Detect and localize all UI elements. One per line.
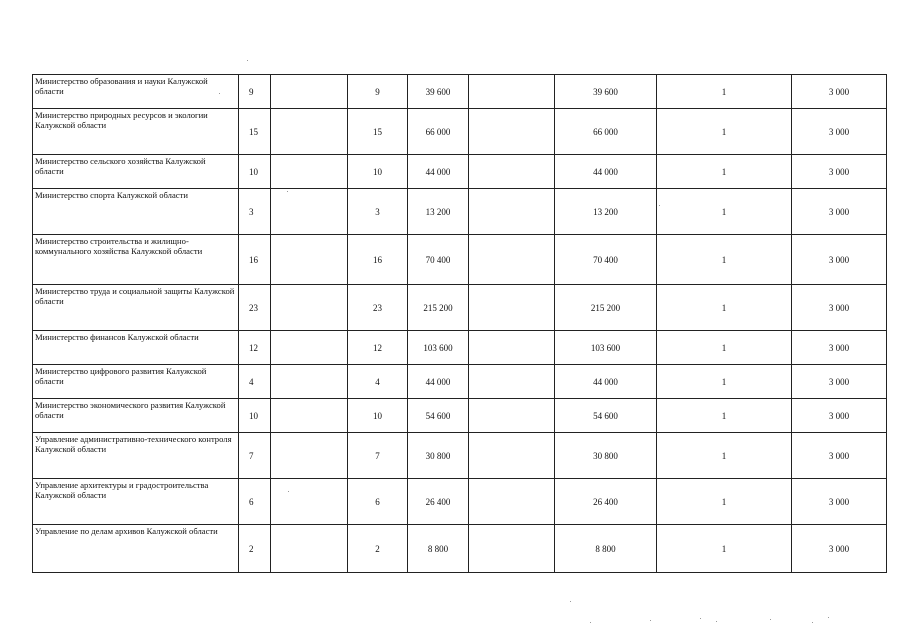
coefficient-cell: 1 <box>657 433 792 479</box>
count-cell: 3 <box>239 189 271 235</box>
amount-cell-2: 30 800 <box>555 433 657 479</box>
blank-cell <box>271 189 348 235</box>
blank-cell-2 <box>469 155 555 189</box>
amount-cell: 39 600 <box>408 75 469 109</box>
count-cell-2: 9 <box>348 75 408 109</box>
table-row <box>33 75 887 109</box>
coefficient-cell: 1 <box>657 235 792 285</box>
scan-speck <box>700 618 701 619</box>
rate-cell: 3 000 <box>792 331 887 365</box>
blank-cell <box>271 109 348 155</box>
amount-cell-2: 26 400 <box>555 479 657 525</box>
scan-speck <box>716 621 717 622</box>
table-row <box>33 525 887 573</box>
count-cell-2: 16 <box>348 235 408 285</box>
rate-cell: 3 000 <box>792 479 887 525</box>
amount-cell-2: 70 400 <box>555 235 657 285</box>
coefficient-cell: 1 <box>657 75 792 109</box>
count-cell: 4 <box>239 365 271 399</box>
blank-cell <box>271 331 348 365</box>
scan-speck <box>288 491 289 492</box>
count-cell-2: 23 <box>348 285 408 331</box>
blank-cell-2 <box>469 235 555 285</box>
count-cell: 15 <box>239 109 271 155</box>
row-name-cell: Министерство спорта Калужской области <box>33 189 239 235</box>
blank-cell <box>271 479 348 525</box>
blank-cell <box>271 433 348 479</box>
count-cell: 9 <box>239 75 271 109</box>
amount-cell-2: 44 000 <box>555 365 657 399</box>
blank-cell-2 <box>469 285 555 331</box>
count-cell-2: 7 <box>348 433 408 479</box>
coefficient-cell: 1 <box>657 479 792 525</box>
count-cell-2: 6 <box>348 479 408 525</box>
rate-cell: 3 000 <box>792 109 887 155</box>
blank-cell-2 <box>469 75 555 109</box>
row-name-cell: Министерство образования и науки Калужской области <box>33 75 239 109</box>
row-name-cell: Министерство финансов Калужской области <box>33 331 239 365</box>
amount-cell-2: 39 600 <box>555 75 657 109</box>
table-row <box>33 399 887 433</box>
amount-cell-2: 44 000 <box>555 155 657 189</box>
blank-cell-2 <box>469 331 555 365</box>
count-cell-2: 15 <box>348 109 408 155</box>
row-name-cell: Управление административно-технического контроля Калужской области <box>33 433 239 479</box>
row-name-cell: Министерство труда и социальной защиты Калужской области <box>33 285 239 331</box>
table-row <box>33 285 887 331</box>
row-name-cell: Министерство сельского хозяйства Калужской области <box>33 155 239 189</box>
count-cell-2: 4 <box>348 365 408 399</box>
count-cell-2: 3 <box>348 189 408 235</box>
row-name-cell: Управление по делам архивов Калужской области <box>33 525 239 573</box>
amount-cell: 30 800 <box>408 433 469 479</box>
table-row <box>33 331 887 365</box>
amount-cell: 26 400 <box>408 479 469 525</box>
scan-speck <box>219 93 220 94</box>
amount-cell: 103 600 <box>408 331 469 365</box>
table-row <box>33 155 887 189</box>
count-cell: 16 <box>239 235 271 285</box>
blank-cell-2 <box>469 525 555 573</box>
table-row <box>33 433 887 479</box>
rate-cell: 3 000 <box>792 399 887 433</box>
coefficient-cell: 1 <box>657 525 792 573</box>
table-row <box>33 189 887 235</box>
amount-cell: 70 400 <box>408 235 469 285</box>
blank-cell <box>271 235 348 285</box>
blank-cell-2 <box>469 479 555 525</box>
row-name-cell: Министерство цифрового развития Калужской области <box>33 365 239 399</box>
count-cell: 10 <box>239 399 271 433</box>
rate-cell: 3 000 <box>792 525 887 573</box>
rate-cell: 3 000 <box>792 75 887 109</box>
rate-cell: 3 000 <box>792 433 887 479</box>
amount-cell: 54 600 <box>408 399 469 433</box>
rate-cell: 3 000 <box>792 365 887 399</box>
row-name-cell: Министерство природных ресурсов и экологии Калужской области <box>33 109 239 155</box>
count-cell-2: 10 <box>348 155 408 189</box>
table-row <box>33 365 887 399</box>
blank-cell-2 <box>469 365 555 399</box>
blank-cell <box>271 285 348 331</box>
table-row <box>33 479 887 525</box>
row-name-cell: Министерство экономического развития Калужской области <box>33 399 239 433</box>
scan-speck <box>570 601 571 602</box>
blank-cell-2 <box>469 399 555 433</box>
table-row <box>33 235 887 285</box>
blank-cell <box>271 155 348 189</box>
scan-speck <box>828 617 829 618</box>
count-cell: 10 <box>239 155 271 189</box>
blank-cell-2 <box>469 109 555 155</box>
coefficient-cell: 1 <box>657 109 792 155</box>
scan-speck <box>287 191 288 192</box>
coefficient-cell: 1 <box>657 285 792 331</box>
rate-cell: 3 000 <box>792 235 887 285</box>
amount-cell-2: 66 000 <box>555 109 657 155</box>
coefficient-cell: 1 <box>657 155 792 189</box>
scan-speck <box>650 620 651 621</box>
blank-cell <box>271 75 348 109</box>
rate-cell: 3 000 <box>792 155 887 189</box>
blank-cell <box>271 525 348 573</box>
coefficient-cell: 1 <box>657 189 792 235</box>
amount-cell: 8 800 <box>408 525 469 573</box>
rate-cell: 3 000 <box>792 285 887 331</box>
scan-speck <box>659 205 660 206</box>
amount-cell-2: 103 600 <box>555 331 657 365</box>
amount-cell-2: 8 800 <box>555 525 657 573</box>
count-cell: 7 <box>239 433 271 479</box>
count-cell: 12 <box>239 331 271 365</box>
amount-cell: 44 000 <box>408 365 469 399</box>
scan-speck <box>812 622 813 623</box>
count-cell: 2 <box>239 525 271 573</box>
rate-cell: 3 000 <box>792 189 887 235</box>
amount-cell: 44 000 <box>408 155 469 189</box>
count-cell: 6 <box>239 479 271 525</box>
coefficient-cell: 1 <box>657 365 792 399</box>
budget-table <box>32 74 887 573</box>
amount-cell: 13 200 <box>408 189 469 235</box>
count-cell-2: 12 <box>348 331 408 365</box>
amount-cell: 215 200 <box>408 285 469 331</box>
row-name-cell: Управление архитектуры и градостроительства Калужской области <box>33 479 239 525</box>
blank-cell-2 <box>469 433 555 479</box>
amount-cell: 66 000 <box>408 109 469 155</box>
amount-cell-2: 13 200 <box>555 189 657 235</box>
scan-speck <box>770 619 771 620</box>
count-cell: 23 <box>239 285 271 331</box>
table-body <box>33 75 887 573</box>
amount-cell-2: 215 200 <box>555 285 657 331</box>
blank-cell <box>271 399 348 433</box>
scan-speck <box>247 60 248 61</box>
coefficient-cell: 1 <box>657 399 792 433</box>
count-cell-2: 2 <box>348 525 408 573</box>
scan-speck <box>590 622 591 623</box>
coefficient-cell: 1 <box>657 331 792 365</box>
blank-cell <box>271 365 348 399</box>
blank-cell-2 <box>469 189 555 235</box>
amount-cell-2: 54 600 <box>555 399 657 433</box>
row-name-cell: Министерство строительства и жилищно-коммунального хозяйства Калужской области <box>33 235 239 285</box>
count-cell-2: 10 <box>348 399 408 433</box>
table-row <box>33 109 887 155</box>
